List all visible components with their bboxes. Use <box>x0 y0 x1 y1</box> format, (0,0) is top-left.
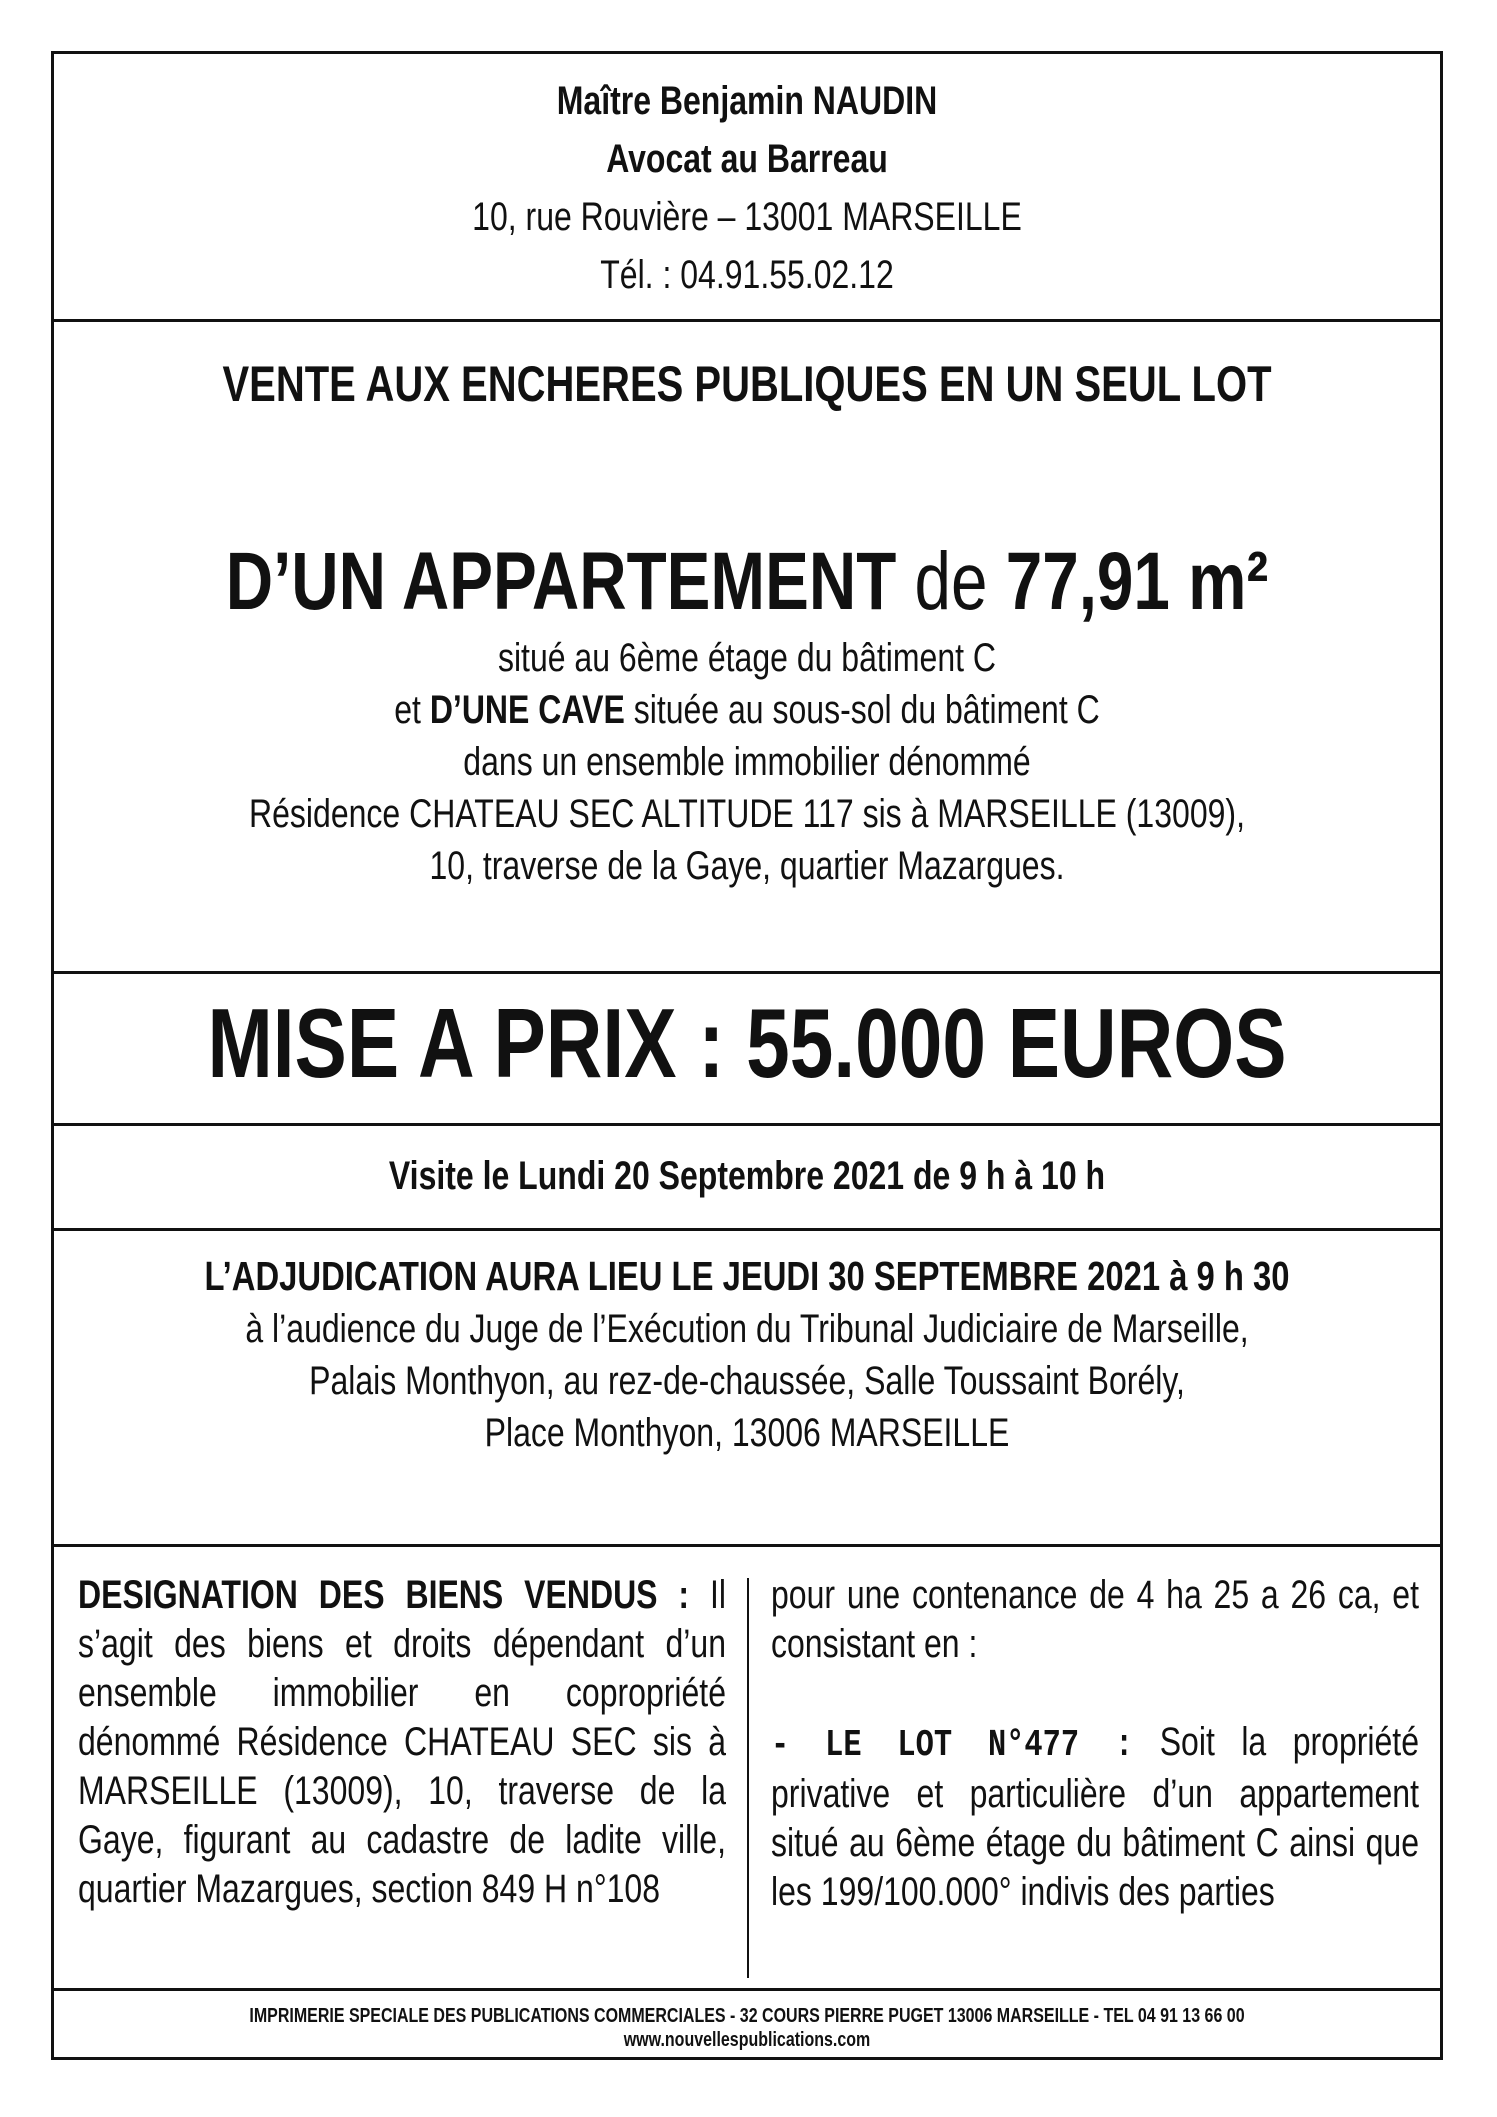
sale-object-de: de <box>914 536 988 627</box>
price-block <box>54 988 1440 1098</box>
designation-text: Il s’agit des biens et droits dépendant d’un ensemble immobilier en copropriété dénommé Résidence CHATEAU SEC sis à MARSEILLE (13009), 10, traverse de la Gaye, figurant au cadastre de ladite ville, quartier Mazargues, section 849 H n°108 <box>78 1573 726 1911</box>
printer-website: www.nouvellespublications.com <box>623 2029 871 2051</box>
visit-block <box>54 1151 1440 1201</box>
designation-left-column <box>78 1571 726 1975</box>
lawyer-address: 10, rue Rouvière – 13001 MARSEILLE <box>472 195 1022 239</box>
lawyer-role: Avocat au Barreau <box>606 137 888 181</box>
adjudication-line-2: Palais Monthyon, au rez-de-chaussée, Salle Toussaint Borély, <box>309 1359 1185 1403</box>
sale-line-2-pre: et <box>394 688 421 732</box>
sale-line-4: Résidence CHATEAU SEC ALTITUDE 117 sis à MARSEILLE (13009), <box>249 792 1245 836</box>
divider <box>54 971 1440 974</box>
printer-footer <box>54 2004 1440 2052</box>
designation-heading: DESIGNATION DES BIENS VENDUS : <box>78 1573 690 1617</box>
lawyer-phone: Tél. : 04.91.55.02.12 <box>600 253 894 297</box>
sale-line-2 <box>193 684 1302 736</box>
adjudication-block <box>54 1249 1440 1459</box>
lot-label: - LE LOT N°477 : <box>771 1724 1134 1767</box>
lawyer-name: Maître Benjamin NAUDIN <box>556 79 938 123</box>
notice-frame <box>51 51 1443 2060</box>
visit-date: Visite le Lundi 20 Septembre 2021 de 9 h à 10 h <box>388 1154 1106 1198</box>
lawyer-header <box>54 72 1440 304</box>
sale-object-area: 77,91 m² <box>1005 536 1269 627</box>
sale-line-5: 10, traverse de la Gaye, quartier Mazargues. <box>429 844 1065 888</box>
sale-heading-block <box>54 354 1440 414</box>
sale-object-block <box>54 534 1440 630</box>
sale-heading: VENTE AUX ENCHERES PUBLIQUES EN UN SEUL LOT <box>222 356 1272 412</box>
divider <box>54 1544 1440 1547</box>
divider <box>54 1228 1440 1231</box>
sale-line-1: situé au 6ème étage du bâtiment C <box>497 636 997 680</box>
printer-info: IMPRIMERIE SPECIALE DES PUBLICATIONS COMMERCIALES - 32 COURS PIERRE PUGET 13006 MARSEILLE - TEL 04 91 13 66 00 <box>249 2005 1245 2027</box>
column-divider <box>747 1578 749 1978</box>
sale-line-3: dans un ensemble immobilier dénommé <box>463 740 1031 784</box>
adjudication-line-1: à l’audience du Juge de l’Exécution du Tribunal Judiciaire de Marseille, <box>245 1307 1249 1351</box>
divider <box>54 1988 1440 1991</box>
divider <box>54 319 1440 322</box>
sale-line-2-bold: D’UNE CAVE <box>429 688 625 732</box>
designation-right-column <box>771 1571 1419 1975</box>
sale-line-2-post: située au sous-sol du bâtiment C <box>633 688 1100 732</box>
adjudication-heading: L’ADJUDICATION AURA LIEU LE JEUDI 30 SEPTEMBRE 2021 à 9 h 30 <box>204 1253 1290 1299</box>
sale-details <box>54 632 1440 892</box>
adjudication-line-3: Place Monthyon, 13006 MARSEILLE <box>484 1411 1010 1455</box>
sale-object-bold: D’UN APPARTEMENT <box>225 536 897 627</box>
divider <box>54 1123 1440 1126</box>
lot-text: Soit la propriété privative et particulière d’un appartement situé au 6ème étage du bâtiment C ainsi que les 199/100.000° indivis des parties <box>771 1720 1419 1914</box>
designation-right-para-1: pour une contenance de 4 ha 25 a 26 ca, et consistant en : <box>771 1573 1419 1666</box>
starting-price: MISE A PRIX : 55.000 EUROS <box>207 988 1287 1098</box>
sale-object <box>193 534 1302 630</box>
